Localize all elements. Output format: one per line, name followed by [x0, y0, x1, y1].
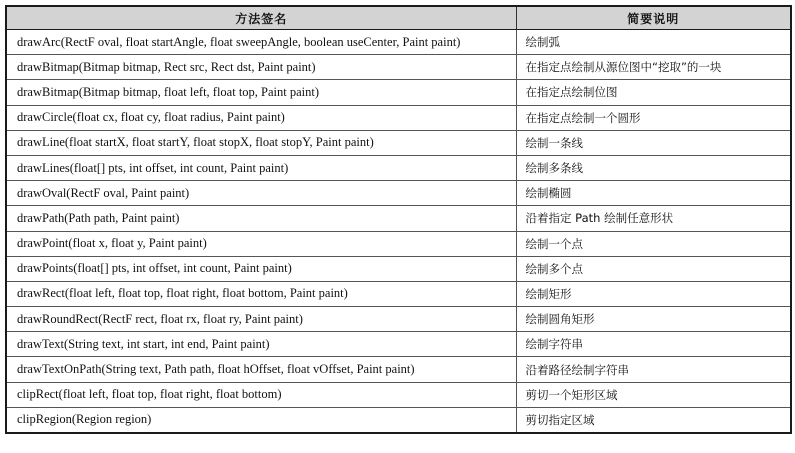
method-signature-cell: drawRect(float left, float top, float right, float bottom, Paint paint)	[6, 281, 516, 306]
method-signature-cell: drawBitmap(Bitmap bitmap, Rect src, Rect dst, Paint paint)	[6, 55, 516, 80]
table-container	[5, 5, 790, 434]
method-description-cell: 绘制多个点	[516, 256, 791, 281]
method-description-cell: 绘制矩形	[516, 281, 791, 306]
method-description-cell: 绘制弧	[516, 30, 791, 55]
method-signature-cell: drawOval(RectF oval, Paint paint)	[6, 181, 516, 206]
method-description-cell: 绘制字符串	[516, 332, 791, 357]
canvas-methods-table	[5, 5, 792, 434]
table-row	[6, 80, 791, 105]
method-description-cell: 剪切指定区域	[516, 407, 791, 433]
table-row	[6, 30, 791, 55]
table-row	[6, 256, 791, 281]
method-signature-cell: drawBitmap(Bitmap bitmap, float left, float top, Paint paint)	[6, 80, 516, 105]
method-signature-cell: drawTextOnPath(String text, Path path, float hOffset, float vOffset, Paint paint)	[6, 357, 516, 382]
method-description-cell: 绘制多条线	[516, 155, 791, 180]
table-row	[6, 357, 791, 382]
method-signature-cell: drawPoint(float x, float y, Paint paint)	[6, 231, 516, 256]
method-description-cell: 沿着指定 Path 绘制任意形状	[516, 206, 791, 231]
method-description-cell: 沿着路径绘制字符串	[516, 357, 791, 382]
header-description: 简要说明	[516, 6, 791, 30]
table-row	[6, 55, 791, 80]
method-description-cell: 在指定点绘制从源位图中“挖取”的一块	[516, 55, 791, 80]
method-description-cell: 绘制圆角矩形	[516, 307, 791, 332]
method-description-cell: 剪切一个矩形区域	[516, 382, 791, 407]
method-signature-cell: clipRegion(Region region)	[6, 407, 516, 433]
method-signature-cell: drawRoundRect(RectF rect, float rx, float ry, Paint paint)	[6, 307, 516, 332]
method-signature-cell: drawCircle(float cx, float cy, float radius, Paint paint)	[6, 105, 516, 130]
method-signature-cell: drawText(String text, int start, int end, Paint paint)	[6, 332, 516, 357]
method-signature-cell: drawLines(float[] pts, int offset, int count, Paint paint)	[6, 155, 516, 180]
method-description-cell: 在指定点绘制一个圆形	[516, 105, 791, 130]
table-row	[6, 407, 791, 433]
method-description-cell: 绘制一条线	[516, 130, 791, 155]
table-row	[6, 181, 791, 206]
method-signature-cell: drawPath(Path path, Paint paint)	[6, 206, 516, 231]
table-row	[6, 332, 791, 357]
table-row	[6, 130, 791, 155]
method-signature-cell: clipRect(float left, float top, float right, float bottom)	[6, 382, 516, 407]
table-row	[6, 105, 791, 130]
table-row	[6, 231, 791, 256]
table-row	[6, 307, 791, 332]
method-signature-cell: drawArc(RectF oval, float startAngle, float sweepAngle, boolean useCenter, Paint paint)	[6, 30, 516, 55]
header-signature: 方法签名	[6, 6, 516, 30]
method-description-cell: 绘制一个点	[516, 231, 791, 256]
table-row	[6, 382, 791, 407]
header-row	[6, 6, 791, 30]
method-description-cell: 在指定点绘制位图	[516, 80, 791, 105]
table-row	[6, 281, 791, 306]
table-row	[6, 155, 791, 180]
method-signature-cell: drawPoints(float[] pts, int offset, int count, Paint paint)	[6, 256, 516, 281]
method-description-cell: 绘制椭圆	[516, 181, 791, 206]
table-row	[6, 206, 791, 231]
method-signature-cell: drawLine(float startX, float startY, float stopX, float stopY, Paint paint)	[6, 130, 516, 155]
table-body	[6, 30, 791, 434]
